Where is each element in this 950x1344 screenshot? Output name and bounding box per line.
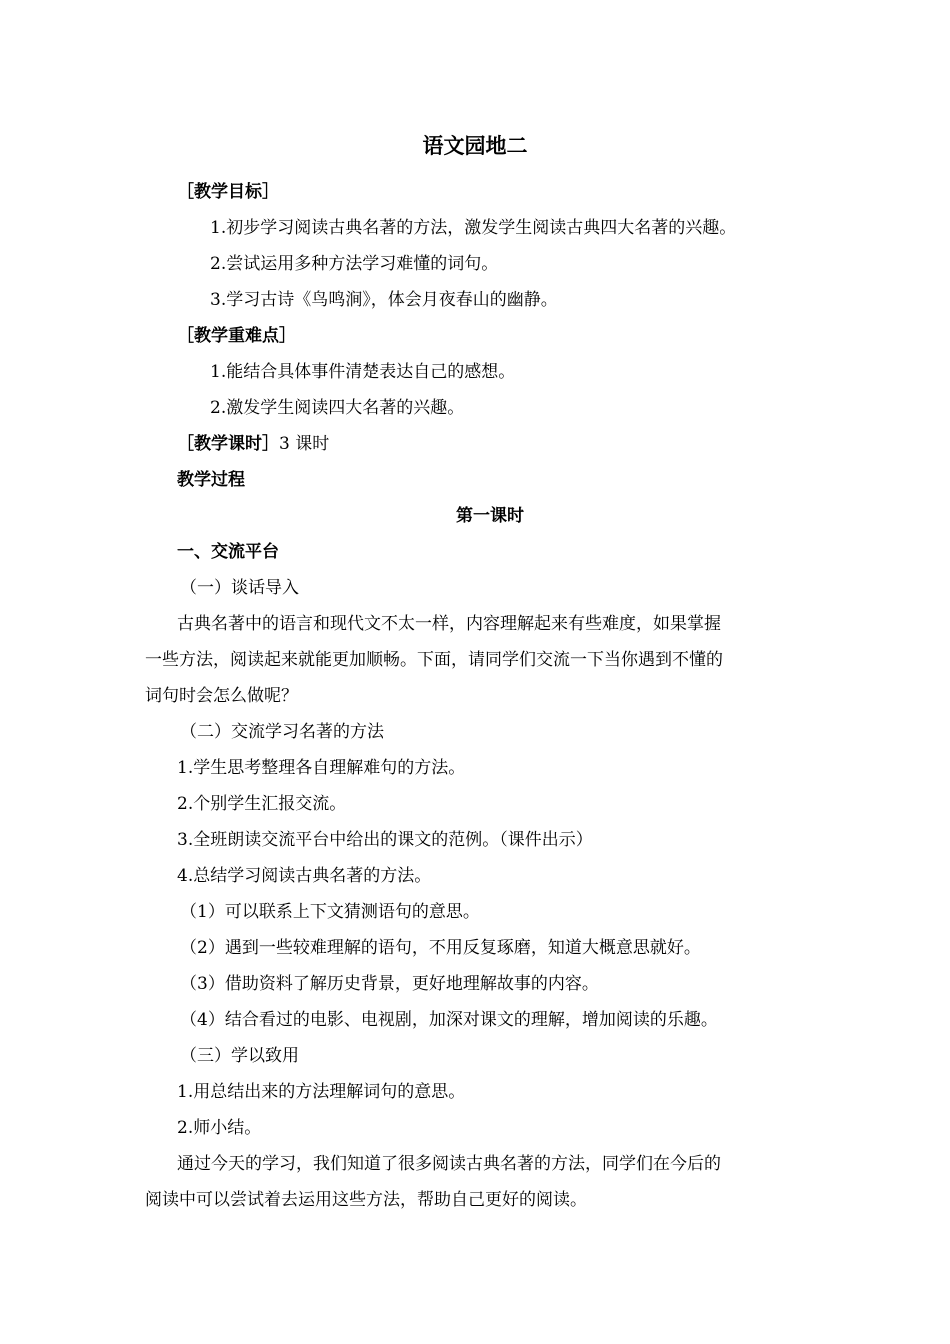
document-title: 语文园地二 bbox=[422, 134, 528, 158]
part-heading: （三）学以致用 bbox=[180, 1046, 299, 1066]
hours-value: 3 课时 bbox=[279, 434, 330, 454]
list-item: 3.全班朗读交流平台中给出的课文的范例。（课件出示） bbox=[177, 830, 593, 850]
sub-list-item: （3）借助资料了解历史背景，更好地理解故事的内容。 bbox=[180, 974, 599, 994]
part-heading: （二）交流学习名著的方法 bbox=[180, 722, 384, 742]
key-point-item: 1.能结合具体事件清楚表达自己的感想。 bbox=[210, 362, 516, 382]
hours-heading: ［教学课时］ bbox=[177, 434, 279, 454]
list-item: 4.总结学习阅读古典名著的方法。 bbox=[177, 866, 432, 886]
objectives-heading: ［教学目标］ bbox=[177, 182, 279, 202]
section-heading: 一、交流平台 bbox=[177, 542, 279, 562]
list-item: 1.用总结出来的方法理解词句的意思。 bbox=[177, 1082, 466, 1102]
hours-line bbox=[177, 433, 329, 455]
key-points-heading: ［教学重难点］ bbox=[177, 326, 296, 346]
list-item: 2.个别学生汇报交流。 bbox=[177, 794, 347, 814]
sub-list-item: （1）可以联系上下文猜测语句的意思。 bbox=[180, 902, 480, 922]
sub-list-item: （2）遇到一些较难理解的语句，不用反复琢磨，知道大概意思就好。 bbox=[180, 938, 701, 958]
paragraph-line: 词句时会怎么做呢？ bbox=[145, 686, 298, 706]
paragraph-line: 古典名著中的语言和现代文不太一样，内容理解起来有些难度，如果掌握 bbox=[177, 614, 721, 634]
list-item: 1.学生思考整理各自理解难句的方法。 bbox=[177, 758, 466, 778]
lesson-heading: 第一课时 bbox=[456, 506, 524, 526]
objective-item: 3.学习古诗《鸟鸣涧》，体会月夜春山的幽静。 bbox=[210, 290, 558, 310]
paragraph-line: 阅读中可以尝试着去运用这些方法，帮助自己更好的阅读。 bbox=[145, 1190, 587, 1210]
list-item: 2.师小结。 bbox=[177, 1118, 262, 1138]
paragraph-line: 通过今天的学习，我们知道了很多阅读古典名著的方法，同学们在今后的 bbox=[177, 1154, 721, 1174]
process-heading: 教学过程 bbox=[177, 470, 245, 490]
part-heading: （一）谈话导入 bbox=[180, 578, 299, 598]
objective-item: 2.尝试运用多种方法学习难懂的词句。 bbox=[210, 254, 499, 274]
paragraph-line: 一些方法，阅读起来就能更加顺畅。下面，请同学们交流一下当你遇到不懂的 bbox=[145, 650, 723, 670]
objective-item: 1.初步学习阅读古典名著的方法，激发学生阅读古典四大名著的兴趣。 bbox=[210, 218, 737, 238]
sub-list-item: （4）结合看过的电影、电视剧，加深对课文的理解，增加阅读的乐趣。 bbox=[180, 1010, 718, 1030]
key-point-item: 2.激发学生阅读四大名著的兴趣。 bbox=[210, 398, 465, 418]
